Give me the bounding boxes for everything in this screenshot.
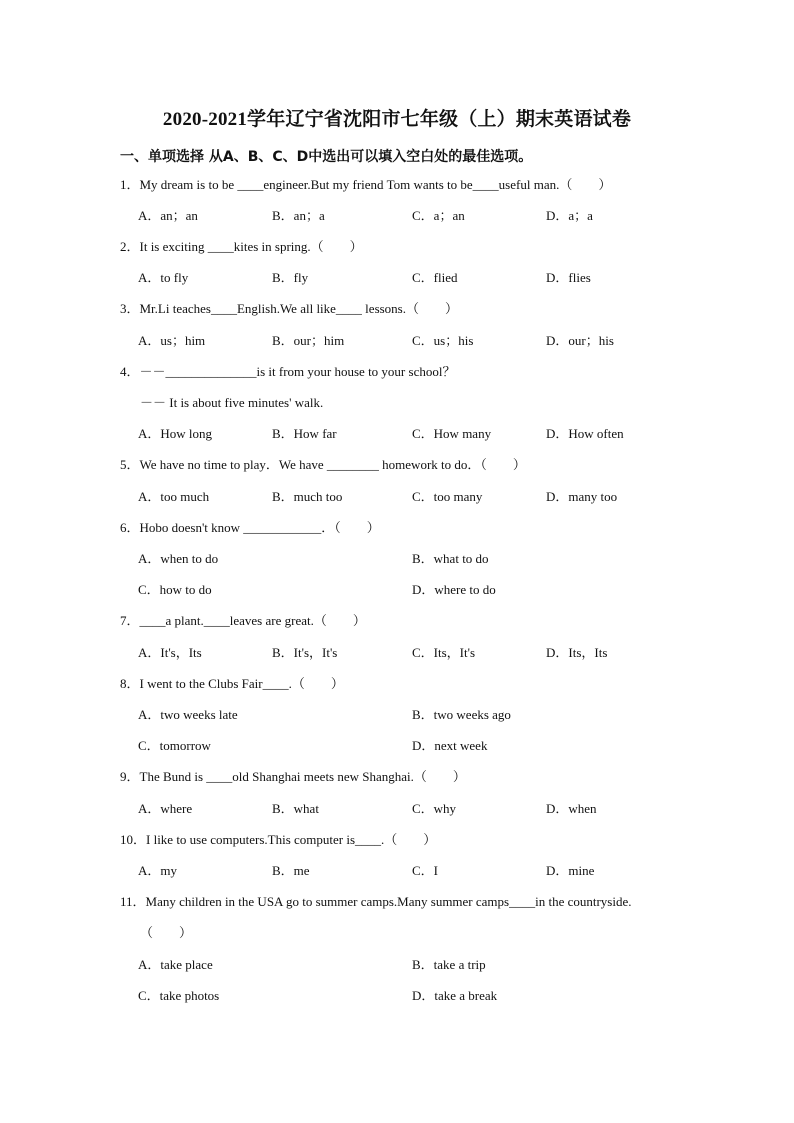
question-4-option-a[interactable]: A．How long (138, 426, 213, 441)
question-4-option-c[interactable]: C．How many (412, 426, 492, 441)
question-10-option-c[interactable]: C．I (412, 863, 439, 878)
question-1-option-d[interactable]: D．a；a (546, 208, 593, 223)
question-1-option-b[interactable]: B．an；a (272, 208, 325, 223)
question-3-option-a[interactable]: A．us；him (138, 333, 206, 348)
question-6-stem: 6．Hobo doesn't know ____________．（ ） (120, 520, 380, 535)
question-1-option-a[interactable]: A．an；an (138, 208, 198, 223)
question-7-option-a[interactable]: A．It's，Its (138, 645, 202, 660)
question-11-option-b[interactable]: B．take a trip (412, 957, 486, 972)
section-heading: 一、单项选择 从A、B、C、D中选出可以填入空白处的最佳选项。 (120, 149, 533, 165)
question-10-option-a[interactable]: A．my (138, 863, 178, 878)
question-4-option-b[interactable]: B．How far (272, 426, 337, 441)
question-2-option-a[interactable]: A．to fly (138, 270, 189, 285)
question-11-option-d[interactable]: D．take a break (412, 988, 498, 1003)
question-2-stem: 2．It is exciting ____kites in spring.（ ） (120, 239, 363, 254)
question-5-stem: 5．We have no time to play．We have ________ homework to do．（ ） (120, 457, 526, 472)
question-11-option-c[interactable]: C．take photos (138, 988, 220, 1003)
question-4-stem: 4．－－______________is it from your house to your school？ (120, 364, 456, 379)
question-3-option-d[interactable]: D．our；his (546, 333, 614, 348)
question-11-option-a[interactable]: A．take place (138, 957, 213, 972)
question-9-option-d[interactable]: D．when (546, 801, 597, 816)
question-6-option-d[interactable]: D．where to do (412, 582, 496, 597)
question-10-stem: 10．I like to use computers.This computer is____.（ ） (120, 832, 437, 847)
question-5-option-b[interactable]: B．much too (272, 489, 343, 504)
question-1-stem: 1．My dream is to be ____engineer.But my friend Tom wants to be____useful man.（ ） (120, 177, 612, 192)
question-5-option-a[interactable]: A．too much (138, 489, 210, 504)
question-3-stem: 3．Mr.Li teaches____English.We all like____ lessons.（ ） (120, 301, 458, 316)
question-9-option-c[interactable]: C．why (412, 801, 457, 816)
question-7-option-d[interactable]: D．Its，Its (546, 645, 608, 660)
question-4-option-d[interactable]: D．How often (546, 426, 624, 441)
question-6-option-c[interactable]: C．how to do (138, 582, 212, 597)
question-2-option-d[interactable]: D．flies (546, 270, 591, 285)
question-9-stem: 9．The Bund is ____old Shanghai meets new Shanghai.（ ） (120, 769, 466, 784)
question-3-option-b[interactable]: B．our；him (272, 333, 345, 348)
question-2-option-c[interactable]: C．flied (412, 270, 458, 285)
question-7-stem: 7．____a plant.____leaves are great.（ ） (120, 613, 366, 628)
question-1-option-c[interactable]: C．a；an (412, 208, 465, 223)
question-8-option-c[interactable]: C．tomorrow (138, 738, 211, 753)
question-6-option-b[interactable]: B．what to do (412, 551, 489, 566)
question-11-answer-bracket: （ ） (140, 925, 193, 940)
question-5-option-c[interactable]: C．too many (412, 489, 483, 504)
question-11-stem: 11．Many children in the USA go to summer camps.Many summer camps____in the countryside. (120, 894, 632, 909)
question-8-option-a[interactable]: A．two weeks late (138, 707, 238, 722)
question-5-option-d[interactable]: D．many too (546, 489, 618, 504)
question-7-option-c[interactable]: C．Its，It's (412, 645, 476, 660)
question-9-option-b[interactable]: B．what (272, 801, 319, 816)
question-4-response: －－ It is about five minutes' walk. (140, 395, 324, 410)
question-2-option-b[interactable]: B．fly (272, 270, 309, 285)
question-8-option-b[interactable]: B．two weeks ago (412, 707, 511, 722)
question-3-option-c[interactable]: C．us；his (412, 333, 474, 348)
question-8-option-d[interactable]: D．next week (412, 738, 488, 753)
question-7-option-b[interactable]: B．It's，It's (272, 645, 338, 660)
page-title: 2020-2021学年辽宁省沈阳市七年级（上）期末英语试卷 (162, 109, 632, 130)
question-10-option-d[interactable]: D．mine (546, 863, 595, 878)
question-8-stem: 8．I went to the Clubs Fair____.（ ） (120, 676, 344, 691)
question-6-option-a[interactable]: A．when to do (138, 551, 219, 566)
question-10-option-b[interactable]: B．me (272, 863, 310, 878)
question-9-option-a[interactable]: A．where (138, 801, 193, 816)
